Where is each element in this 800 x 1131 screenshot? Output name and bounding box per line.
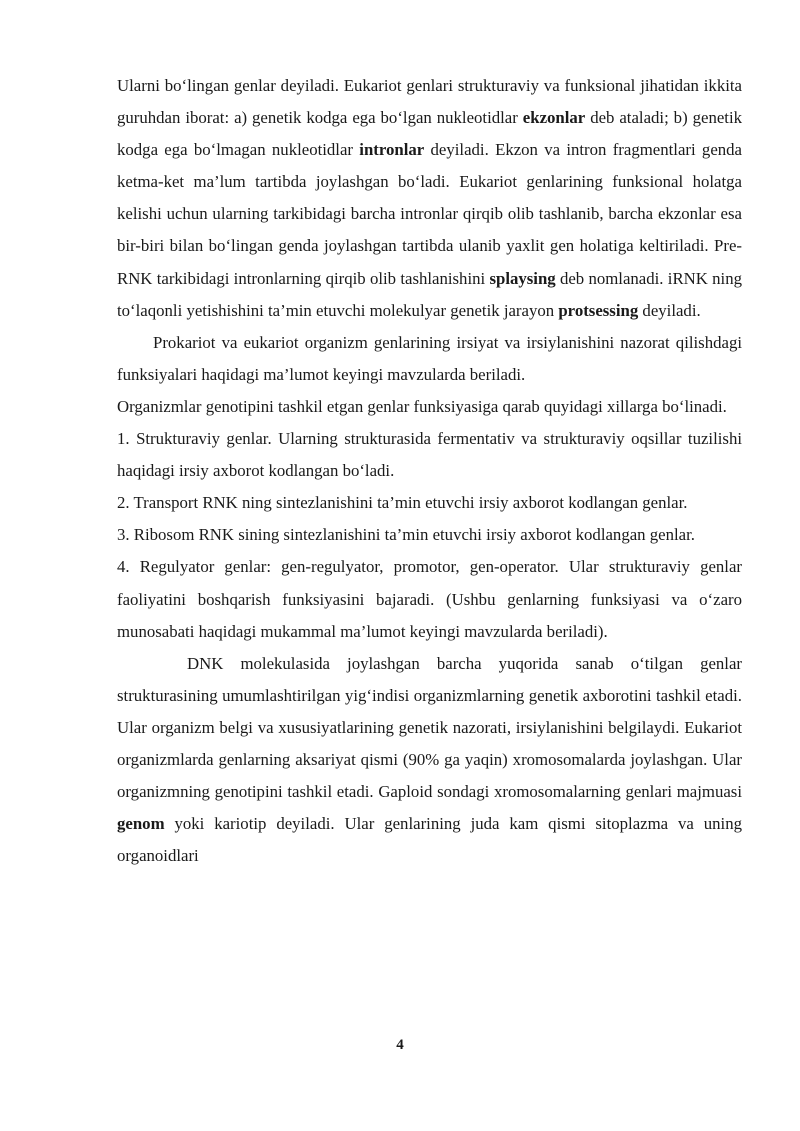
text-run: yoki kariotip deyiladi. Ular genlarining juda kam qismi sitoplazma va uning organoidlari (117, 814, 742, 866)
term-splaysing: splaysing (489, 268, 556, 288)
text-run: deb nomlanadi. iRNK ning to‘laqonli yetishishini ta’min etuvchi molekulyar genetik jarayon (117, 268, 742, 320)
text-run: deyiladi. Ekzon va intron fragmentlari genda ketma-ket ma’lum tartibda joylashgan bo‘ladi. Eukariot genlarining funksional holatga kelishi uchun ularning tarkibidagi barcha intronlar qirqib olib tashlanib, barcha ekzonlar esa bir-biri bilan bo‘lingan genda joylashgan tartibda ulanib yaxlit gen holatiga keltiriladi. Pre-RNK tarkibidagi intronlarning qirqib olib tashlanishini (117, 140, 742, 288)
paragraph-gene-types-intro: Organizmlar genotipini tashkil etgan genlar funksiyasiga qarab quyidagi xillarga bo‘linadi. (117, 396, 727, 416)
term-ekzonlar: ekzonlar (522, 108, 586, 128)
paragraph-functions: Prokariot va eukariot organizm genlarining irsiyat va irsiylanishini nazorat qilishdagi funksiyalari haqidagi ma’lumot keyingi mavzularda beriladi. (117, 332, 742, 384)
text-run: deb ataladi; b) genetik kodga ega bo‘lmagan nukleotidlar (117, 108, 742, 160)
term-protsessing: protsessing (558, 300, 639, 320)
list-item: 2. Transport RNK ning sintezlanishini ta’min etuvchi irsiy axborot kodlangan genlar. (117, 493, 688, 513)
paragraph-genome (117, 648, 742, 873)
list-item: 4. Regulyator genlar: gen-regulyator, promotor, gen-operator. Ular strukturaviy genlar faoliyatini boshqarish funksiyasini bajaradi. (Ushbu genlarning funksiyasi va o‘zaro munosabati haqidagi mukammal ma’lumot keyingi mavzularda beriladi). (117, 557, 742, 641)
list-item: 1. Strukturaviy genlar. Ularning strukturasida fermentativ va strukturaviy oqsillar tuzilishi haqidagi irsiy axborot kodlangan bo‘ladi. (117, 429, 742, 481)
paragraph-exons-introns (117, 70, 742, 327)
page-number: 4 (396, 1037, 404, 1053)
text-run: deyiladi. (638, 300, 701, 320)
term-intronlar: intronlar (359, 140, 425, 160)
document-page (117, 70, 742, 872)
text-run: Ularni bo‘lingan genlar deyiladi. Eukariot genlari strukturaviy va funksional jihatidan ikkita guruhdan iborat: a) genetik kodga ega bo‘lgan nukleotidlar (117, 76, 742, 128)
list-item: 3. Ribosom RNK sining sintezlanishini ta’min etuvchi irsiy axborot kodlangan genlar. (117, 525, 695, 545)
term-genom: genom (117, 814, 165, 834)
text-run: DNK molekulasida joylashgan barcha yuqorida sanab o‘tilgan genlar strukturasining umumlashtirilgan yig‘indisi organizmlarning genetik axborotini tashkil etadi. Ular organizm belgi va xususiyatlarining genetik nazorati, irsiylanishini belgilaydi. Eukariot organizmlarda genlarning aksariyat qismi (90% ga yaqin) xromosomalarda joylashgan. Ular organizmning genotipini tashkil etadi. Gaploid sondagi xromosomalarning genlari majmuasi (117, 653, 742, 802)
